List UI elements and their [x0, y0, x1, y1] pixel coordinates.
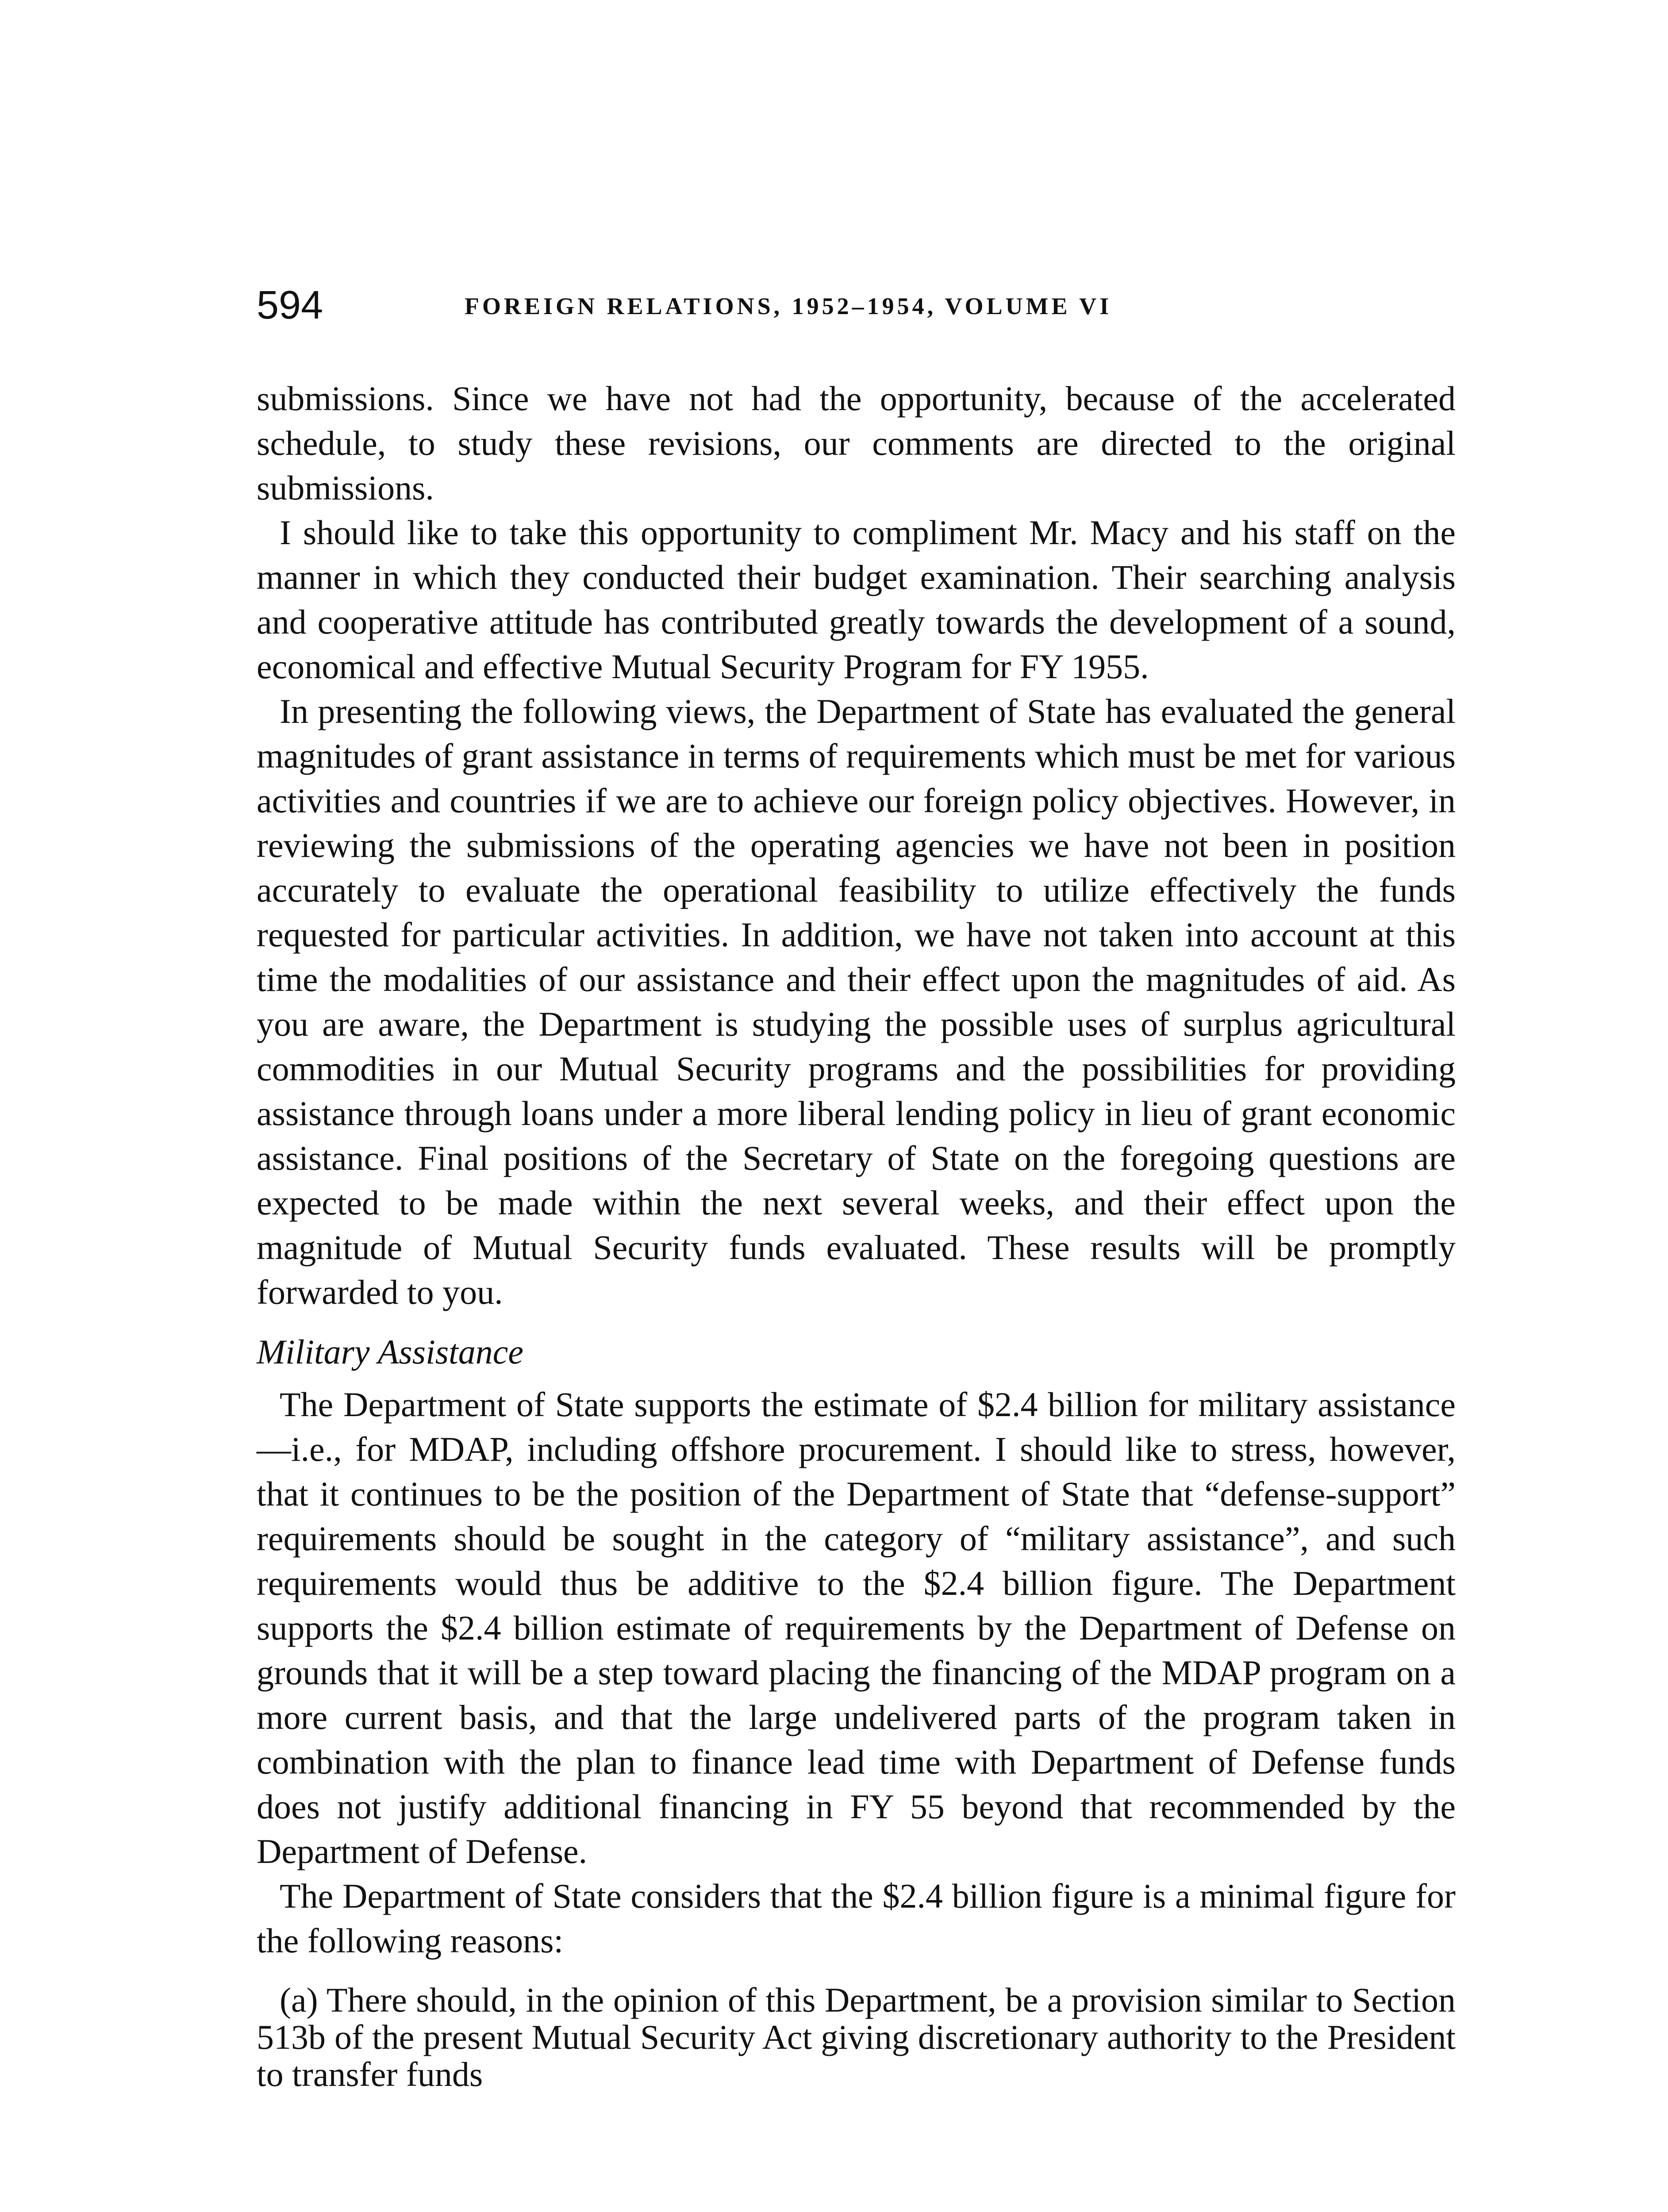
paragraph-views: In presenting the following views, the Department of State has evaluated the general magnitudes of grant assistance in terms of requirements which must be met for various activities and countries if we are to achieve our foreign policy objectives. However, in reviewing the submissions of the operating agencies we have not been in position accurately to evaluate the operational feasibility to utilize effectively the funds requested for particular activities. In addition, we have not taken into account at this time the modalities of our assistance and their effect upon the magnitudes of aid. As you are aware, the Department is studying the possible uses of surplus agricultural commodities in our Mutual Security programs and the possibilities for providing assistance through loans under a more liberal lending policy in lieu of grant economic assistance. Final positions of the Secretary of State on the foregoing questions are expected to be made within the next several weeks, and their effect upon the magnitude of Mutual Security funds evaluated. These results will be promptly forwarded to you.: [257, 692, 1456, 1311]
sub-paragraph-a: (a) There should, in the opinion of this Department, be a provision similar to Section 513b of the present Mutual Security Act giving discretionary authority to the President to transfer funds: [257, 1981, 1456, 2093]
page-number: 594: [257, 283, 323, 327]
paragraph-estimate: The Department of State supports the estimate of $2.4 billion for military assistance—i.e., for MDAP, including offshore procurement. I should like to stress, however, that it continues to be the position of the Department of State that “defense-support” requirements should be sought in the category of “military assistance”, and such requirements would thus be additive to the $2.4 billion figure. The Department supports the $2.4 billion estimate of requirements by the Department of Defense on grounds that it will be a step toward placing the financing of the MDAP program on a more current basis, and that the large undelivered parts of the program taken in combination with the plan to finance lead time with Department of Defense funds does not justify additional financing in FY 55 beyond that recommended by the Department of Defense.: [257, 1385, 1456, 1870]
paragraph-compliment: I should like to take this opportunity to compliment Mr. Macy and his staff on the manner in which they conducted their budget examination. Their searching analysis and cooperative attitude has contributed greatly towards the development of a sound, economical and effective Mutual Security Program for FY 1955.: [257, 513, 1456, 686]
running-head: FOREIGN RELATIONS, 1952–1954, VOLUME VI: [465, 293, 1112, 319]
section-heading-military-assistance: Military Assistance: [257, 1333, 524, 1371]
document-body: [257, 376, 1456, 2093]
page-header: [257, 279, 1451, 332]
paragraph-minimal-figure: The Department of State considers that the $2.4 billion figure is a minimal figure for the following reasons:: [257, 1877, 1456, 1960]
paragraph-continuation: submissions. Since we have not had the opportunity, because of the accelerated schedule, to study these revisions, our comments are directed to the original submissions.: [257, 379, 1456, 507]
